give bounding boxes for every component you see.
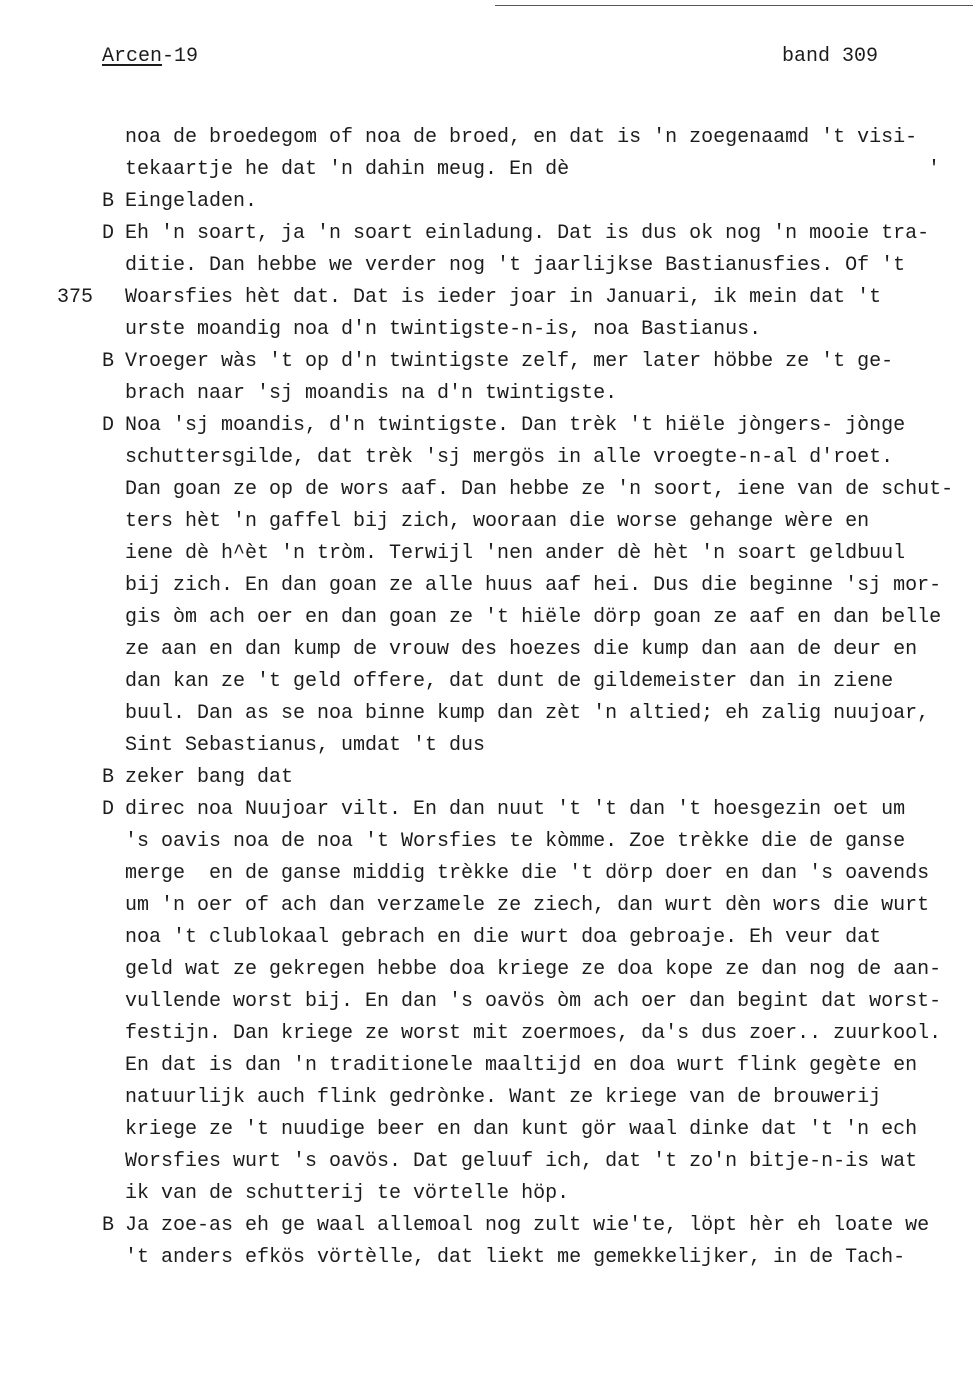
line-text: Ja zoe-as eh ge waal allemoal nog zult wie'te, löpt hèr eh loate we bbox=[125, 1214, 930, 1237]
transcript-line bbox=[102, 762, 970, 794]
line-text: 't anders efkös vörtèlle, dat liekt me gemekkelijker, in de Tach- bbox=[125, 1246, 906, 1269]
line-text: 's oavis noa de noa 't Worsfies te kòmme. Zoe trèkke die de ganse bbox=[125, 830, 906, 853]
transcript-line bbox=[125, 1146, 970, 1178]
transcript-line bbox=[125, 986, 970, 1018]
transcript-line bbox=[125, 378, 970, 410]
speaker-marker: B bbox=[102, 350, 115, 373]
transcript-line bbox=[102, 794, 970, 826]
line-text: Worsfies wurt 's oavös. Dat geluuf ich, dat 't zo'n bitje-n-is wat bbox=[125, 1150, 918, 1173]
line-text: Woarsfies hèt dat. Dat is ieder joar in Januari, ik mein dat 't bbox=[125, 286, 882, 309]
line-text: merge en de ganse middig trèkke die 't dörp doer en dan 's oavends bbox=[125, 862, 930, 885]
page-series-label bbox=[102, 45, 198, 69]
transcript-line bbox=[125, 666, 970, 698]
transcript-line bbox=[125, 1242, 970, 1274]
transcript-line bbox=[57, 282, 970, 314]
line-number: 375 bbox=[57, 286, 94, 309]
transcript-line bbox=[102, 1210, 970, 1242]
line-text: tekaartje he dat 'n dahin meug. En dè bbox=[125, 158, 570, 181]
transcript-line bbox=[125, 250, 970, 282]
line-text: direc noa Nuujoar vilt. En dan nuut 't 't dan 't hoesgezin oet um bbox=[125, 798, 906, 821]
line-text: ik van de schutterij te vörtelle höp. bbox=[125, 1182, 570, 1205]
top-rule-line bbox=[495, 5, 973, 6]
transcript-line bbox=[125, 154, 970, 186]
line-text: iene dè h^èt 'n tròm. Terwijl 'nen ander dè hèt 'n soart geldbuul bbox=[125, 542, 906, 565]
speaker-marker: D bbox=[102, 414, 115, 437]
transcript-line bbox=[102, 218, 970, 250]
transcript-line bbox=[125, 1050, 970, 1082]
transcript-line bbox=[125, 602, 970, 634]
transcript-body bbox=[57, 122, 970, 1274]
transcript-line bbox=[125, 954, 970, 986]
line-text: buul. Dan as se noa binne kump dan zèt 'n altied; eh zalig nuujoar, bbox=[125, 702, 930, 725]
line-text: geld wat ze gekregen hebbe doa kriege ze doa kope ze dan nog de aan- bbox=[125, 958, 942, 981]
line-text: schuttersgilde, dat trèk 'sj mergös in alle vroegte-n-al d'roet. bbox=[125, 446, 894, 469]
line-text: ditie. Dan hebbe we verder nog 't jaarlijkse Bastianusfies. Of 't bbox=[125, 254, 906, 277]
line-text: vullende worst bij. En dan 's oavös òm ach oer dan begint dat worst- bbox=[125, 990, 942, 1013]
line-text: Noa 'sj moandis, d'n twintigste. Dan trèk 't hiële jòngers- jònge bbox=[125, 414, 906, 437]
line-text: ters hèt 'n gaffel bij zich, wooraan die worse gehange wère en bbox=[125, 510, 870, 533]
speaker-marker: B bbox=[102, 1214, 115, 1237]
stray-typed-mark: ' bbox=[928, 158, 941, 181]
line-text: zeker bang dat bbox=[125, 766, 294, 789]
transcript-line bbox=[125, 1178, 970, 1210]
transcript-line bbox=[125, 1114, 970, 1146]
transcript-line bbox=[125, 634, 970, 666]
line-text: dan kan ze 't geld offere, dat dunt de gildemeister dan in ziene bbox=[125, 670, 894, 693]
speaker-marker: B bbox=[102, 190, 115, 213]
line-text: bij zich. En dan goan ze alle huus aaf hei. Dus die beginne 'sj mor- bbox=[125, 574, 942, 597]
transcript-line bbox=[125, 1082, 970, 1114]
speaker-marker: D bbox=[102, 798, 115, 821]
line-text: Eingeladen. bbox=[125, 190, 258, 213]
transcript-line bbox=[125, 730, 970, 762]
line-text: noa 't clublokaal gebrach en die wurt doa gebroaje. Eh veur dat bbox=[125, 926, 882, 949]
transcript-line bbox=[125, 122, 970, 154]
line-text: ze aan en dan kump de vrouw des hoezes die kump dan aan de deur en bbox=[125, 638, 918, 661]
transcript-line bbox=[125, 922, 970, 954]
line-text: Sint Sebastianus, umdat 't dus bbox=[125, 734, 486, 757]
transcript-line bbox=[125, 858, 970, 890]
transcript-line bbox=[125, 570, 970, 602]
transcript-line bbox=[102, 346, 970, 378]
line-text: En dat is dan 'n traditionele maaltijd en doa wurt flink gegète en bbox=[125, 1054, 918, 1077]
line-text: Eh 'n soart, ja 'n soart einladung. Dat is dus ok nog 'n mooie tra- bbox=[125, 222, 930, 245]
transcript-line bbox=[125, 442, 970, 474]
transcript-line bbox=[125, 314, 970, 346]
speaker-marker: D bbox=[102, 222, 115, 245]
transcript-line bbox=[125, 506, 970, 538]
line-text: kriege ze 't nuudige beer en dan kunt gör waal dinke dat 't 'n ech bbox=[125, 1118, 918, 1141]
line-text: festijn. Dan kriege ze worst mit zoermoes, da's dus zoer.. zuurkool. bbox=[125, 1022, 942, 1045]
transcript-line bbox=[125, 890, 970, 922]
transcript-line bbox=[125, 474, 970, 506]
line-text: urste moandig noa d'n twintigste-n-is, noa Bastianus. bbox=[125, 318, 762, 341]
transcript-line bbox=[125, 698, 970, 730]
line-text: um 'n oer of ach dan verzamele ze ziech, dan wurt dèn wors die wurt bbox=[125, 894, 930, 917]
line-text: noa de broedegom of noa de broed, en dat is 'n zoegenaamd 't visi- bbox=[125, 126, 918, 149]
transcript-line bbox=[102, 410, 970, 442]
transcript-line bbox=[125, 826, 970, 858]
transcript-line bbox=[102, 186, 970, 218]
line-text: Dan goan ze op de wors aaf. Dan hebbe ze 'n soort, iene van de schut- bbox=[125, 478, 954, 501]
transcript-line bbox=[125, 1018, 970, 1050]
transcript-line bbox=[125, 538, 970, 570]
series-name: Arcen bbox=[102, 45, 163, 68]
speaker-marker: B bbox=[102, 766, 115, 789]
line-text: natuurlijk auch flink gedrònke. Want ze kriege van de brouwerij bbox=[125, 1086, 882, 1109]
line-text: gis òm ach oer en dan goan ze 't hiële dörp goan ze aaf en dan belle bbox=[125, 606, 942, 629]
series-number: -19 bbox=[162, 45, 199, 68]
line-text: brach naar 'sj moandis na d'n twintigste. bbox=[125, 382, 618, 405]
line-text: Vroeger wàs 't op d'n twintigste zelf, mer later höbbe ze 't ge- bbox=[125, 350, 894, 373]
tape-label: band 309 bbox=[782, 45, 879, 68]
